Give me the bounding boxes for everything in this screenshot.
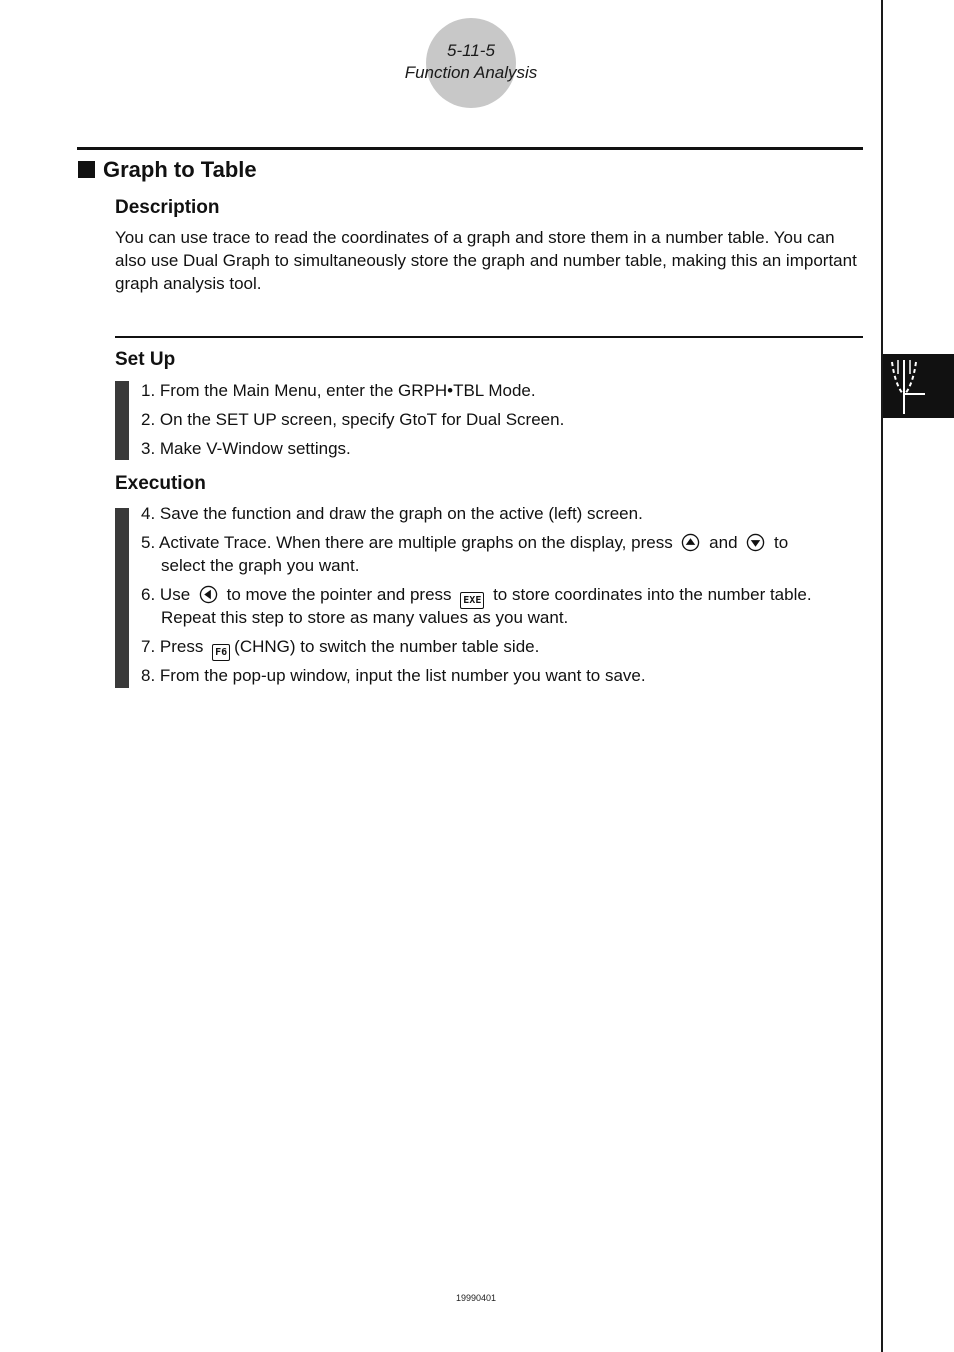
step-5-text-b: and: [709, 533, 738, 552]
step-6-text-c: to store coordinates into the number table.: [493, 585, 812, 604]
execution-heading: Execution: [115, 473, 206, 494]
description-text: You can use trace to read the coordinates of a graph and store them in a number table. You can also use Dual Graph to simultaneously store the graph and number table, making this an important graph analysis tool.: [115, 228, 857, 293]
page-number: 5-11-5: [447, 41, 495, 60]
step-6-text-a: Use: [159, 585, 191, 604]
setup-step-1: 1. From the Main Menu, enter the GRPH•TBL Mode.: [141, 381, 536, 400]
execution-step-8: 8. From the pop-up window, input the list number you want to save.: [141, 666, 646, 685]
execution-step-7: [141, 635, 539, 661]
step-5-text-c: to: [774, 533, 789, 552]
f6-key-icon: F6: [212, 644, 230, 661]
down-arrow-key-icon: [746, 533, 765, 552]
description-heading: Description: [115, 197, 220, 218]
step-6-text-b: to move the pointer and press: [226, 585, 452, 604]
chapter-tab: [883, 354, 954, 418]
section-name: Function Analysis: [404, 63, 538, 82]
step-6-line-2: Repeat this step to store as many values as you want.: [161, 608, 569, 627]
title-rule: [77, 147, 863, 150]
setup-step-2: 2. On the SET UP screen, specify GtoT for Dual Screen.: [141, 410, 565, 429]
section-title: Graph to Table: [103, 157, 257, 182]
title-bullet-icon: [78, 161, 95, 178]
setup-heading: Set Up: [115, 349, 176, 370]
step-5-number: 5.: [141, 533, 156, 552]
setup-side-bar: [115, 381, 129, 460]
step-5-line-2: select the graph you want.: [161, 556, 360, 575]
step-6-number: 6.: [141, 585, 156, 604]
left-arrow-key-icon: [199, 585, 218, 604]
page-edge-rule: [881, 0, 883, 1352]
step-7-number: 7.: [141, 637, 156, 656]
graph-chapter-icon: [883, 354, 954, 418]
step-7-text-b: (CHNG) to switch the number table side.: [234, 637, 540, 656]
execution-step-5: [141, 531, 788, 554]
exe-key-icon: EXE: [460, 592, 484, 609]
step-7-text-a: Press: [159, 637, 204, 656]
execution-step-4: 4. Save the function and draw the graph on the active (left) screen.: [141, 504, 643, 523]
footer-code: 19990401: [455, 1293, 497, 1303]
step-5-text-a: Activate Trace. When there are multiple graphs on the display, press: [158, 533, 673, 552]
section-divider: [115, 336, 863, 338]
setup-step-3: 3. Make V-Window settings.: [141, 439, 351, 458]
up-arrow-key-icon: [681, 533, 700, 552]
execution-side-bar: [115, 508, 129, 688]
